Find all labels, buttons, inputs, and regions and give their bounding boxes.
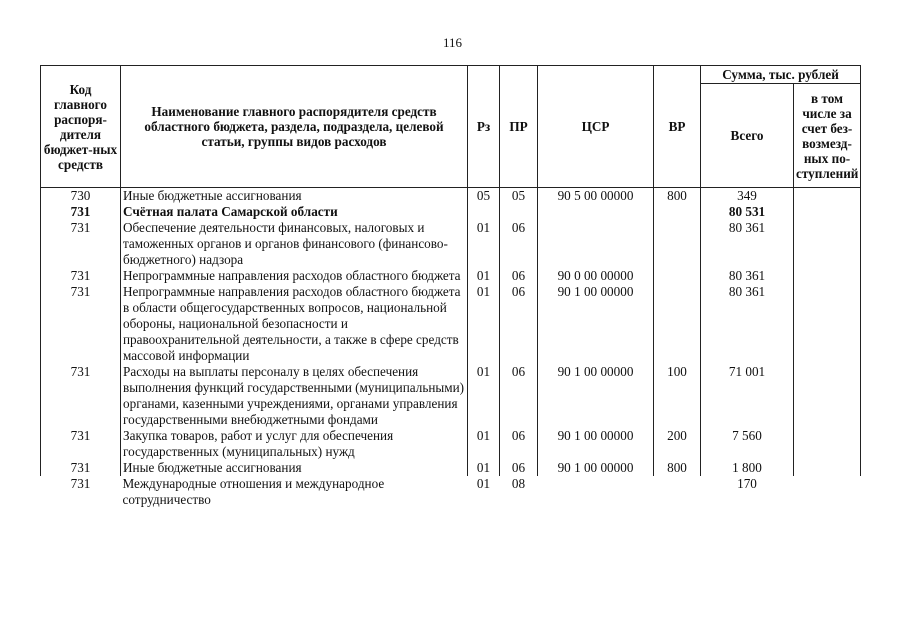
table-row <box>41 188 861 205</box>
cell-vr: 200 <box>654 428 701 460</box>
cell-name: Непрограммные направления расходов областного бюджета <box>121 268 468 284</box>
table-row <box>41 428 861 460</box>
cell-rz: 01 <box>468 268 500 284</box>
cell-total: 1 800 <box>701 460 794 476</box>
cell-total: 80 361 <box>701 284 794 364</box>
cell-csr <box>538 204 654 220</box>
cell-total: 80 361 <box>701 220 794 268</box>
cell-vr <box>654 284 701 364</box>
cell-gratis <box>794 364 861 428</box>
cell-name: Иные бюджетные ассигнования <box>121 460 468 476</box>
header-total: Всего <box>701 84 794 188</box>
header-gratis: в том числе за счет без-возмезд-ных по-ступлений <box>794 84 861 188</box>
cell-rz <box>468 204 500 220</box>
cell-total: 170 <box>737 476 757 491</box>
cell-pr: 06 <box>500 364 538 428</box>
header-pr: ПР <box>500 66 538 188</box>
cell-total: 7 560 <box>701 428 794 460</box>
cell-vr <box>654 268 701 284</box>
cell-code: 731 <box>41 284 121 364</box>
cell-vr: 800 <box>654 460 701 476</box>
cell-vr <box>654 220 701 268</box>
cell-pr: 06 <box>500 268 538 284</box>
cell-name: Счётная палата Самарской области <box>121 204 468 220</box>
cell-code: 730 <box>41 188 121 205</box>
cell-code: 731 <box>41 204 121 220</box>
cell-gratis <box>794 204 861 220</box>
page-number: 116 <box>442 35 463 50</box>
table-row <box>41 284 861 364</box>
cell-name: Расходы на выплаты персоналу в целях обеспечения выполнения функций государственными (муниципальными) органами, казенными учреждениями, органами управления государственными внебюджетными фондами <box>121 364 468 428</box>
cell-rz: 01 <box>468 220 500 268</box>
cell-code: 731 <box>70 476 91 491</box>
budget-table <box>40 65 861 508</box>
cell-pr: 06 <box>500 284 538 364</box>
cell-csr <box>538 476 654 508</box>
cell-vr <box>654 476 701 508</box>
table-row <box>41 364 861 428</box>
header-csr: ЦСР <box>538 66 654 188</box>
table-body <box>41 188 861 509</box>
header-sum-group: Сумма, тыс. рублей <box>701 66 861 84</box>
cell-gratis <box>794 268 861 284</box>
cell-pr: 05 <box>500 188 538 205</box>
cell-csr: 90 1 00 00000 <box>538 460 654 476</box>
cell-total: 80 361 <box>701 268 794 284</box>
cell-rz: 01 <box>476 476 491 491</box>
cell-gratis <box>794 476 861 508</box>
cell-vr <box>654 204 701 220</box>
cell-gratis <box>794 428 861 460</box>
cell-pr: 06 <box>500 220 538 268</box>
cell-total: 71 001 <box>701 364 794 428</box>
cell-rz: 01 <box>468 460 500 476</box>
cell-csr: 90 1 00 00000 <box>538 428 654 460</box>
table-row <box>41 204 861 220</box>
cell-csr: 90 1 00 00000 <box>538 364 654 428</box>
cell-total: 80 531 <box>701 204 794 220</box>
cell-rz: 01 <box>468 284 500 364</box>
cell-gratis <box>794 188 861 205</box>
cell-gratis <box>794 220 861 268</box>
cell-csr: 90 1 00 00000 <box>538 284 654 364</box>
cell-code: 731 <box>41 364 121 428</box>
cell-name: Обеспечение деятельности финансовых, налоговых и таможенных органов и органов финансового (финансово-бюджетного) надзора <box>121 220 468 268</box>
cell-gratis <box>794 284 861 364</box>
cell-code: 731 <box>41 460 121 476</box>
cell-vr: 100 <box>654 364 701 428</box>
table-row <box>41 460 861 476</box>
cell-pr: 06 <box>500 428 538 460</box>
header-name: Наименование главного распорядителя средств областного бюджета, раздела, подраздела, целевой статьи, группы видов расходов <box>121 66 468 188</box>
table-row <box>41 268 861 284</box>
cell-name: Иные бюджетные ассигнования <box>121 188 468 205</box>
cell-name: Международные отношения и международное сотрудничество <box>122 476 385 507</box>
table-row <box>41 220 861 268</box>
cell-total: 349 <box>701 188 794 205</box>
cell-csr: 90 0 00 00000 <box>538 268 654 284</box>
cell-pr <box>500 204 538 220</box>
cell-pr: 06 <box>500 460 538 476</box>
table-row <box>41 476 861 508</box>
cell-rz: 01 <box>468 428 500 460</box>
header-rz: Рз <box>468 66 500 188</box>
cell-code: 731 <box>41 428 121 460</box>
cell-code: 731 <box>41 220 121 268</box>
cell-rz: 01 <box>468 364 500 428</box>
header-vr: ВР <box>654 66 701 188</box>
cell-gratis <box>794 460 861 476</box>
cell-name: Закупка товаров, работ и услуг для обеспечения государственных (муниципальных) нужд <box>121 428 468 460</box>
cell-pr: 08 <box>511 476 526 491</box>
cell-code: 731 <box>41 268 121 284</box>
cell-vr: 800 <box>654 188 701 205</box>
cell-csr: 90 5 00 00000 <box>538 188 654 205</box>
cell-rz: 05 <box>468 188 500 205</box>
cell-csr <box>538 220 654 268</box>
cell-name: Непрограммные направления расходов областного бюджета в области общегосударственных вопросов, национальной обороны, национальной безопасности и правоохранительной деятельности, а также в сфере средств массовой информации <box>121 284 468 364</box>
header-code: Код главного распоря-дителя бюджет-ных средств <box>41 66 121 188</box>
